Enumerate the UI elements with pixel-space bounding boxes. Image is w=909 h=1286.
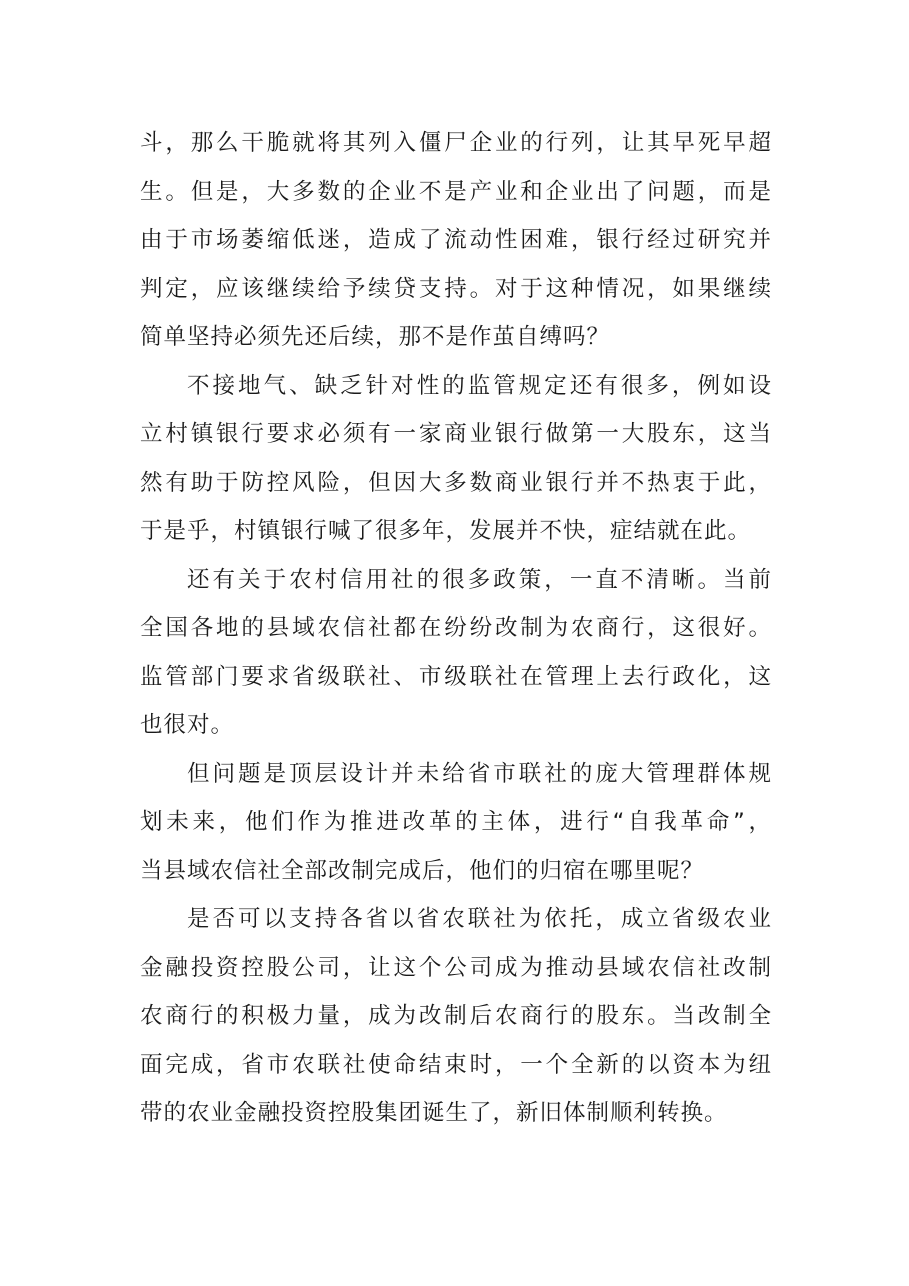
text-line: 划未来，他们作为推进改革的主体，进行“自我革命”， <box>140 809 772 835</box>
text-line: 还有关于农村信用社的很多政策，一直不清晰。当前 <box>187 566 772 593</box>
text-line: 当县域农信社全部改制完成后，他们的归宿在哪里呢？ <box>140 857 705 884</box>
text-line: 全国各地的县域农信社都在纷纷改制为农商行，这很好。 <box>140 615 772 641</box>
text-line: 不接地气、缺乏针对性的监管规定还有很多，例如设 <box>187 372 772 399</box>
text-line: 立村镇银行要求必须有一家商业银行做第一大股东，这当 <box>140 421 772 447</box>
text-line: 也很对。 <box>140 712 235 738</box>
text-line: 简单坚持必须先还后续，那不是作茧自缚吗？ <box>140 324 611 350</box>
text-line: 然有助于防控风险，但因大多数商业银行并不热衷于此， <box>140 469 772 496</box>
text-line: 斗，那么干脆就将其列入僵尸企业的行列，让其早死早超 <box>140 130 772 156</box>
text-line: 判定，应该继续给予续贷支持。对于这种情况，如果继续 <box>140 275 772 302</box>
paragraph-2 <box>140 362 772 556</box>
text-line: 于是乎，村镇银行喊了很多年，发展并不快，症结就在此。 <box>140 518 752 544</box>
text-line: 金融投资控股公司，让这个公司成为推动县域农信社改制 <box>140 954 772 981</box>
paragraph-3 <box>140 556 772 750</box>
text-line: 面完成，省市农联社使命结束时，一个全新的以资本为纽 <box>140 1051 772 1078</box>
text-line: 农商行的积极力量，成为改制后农商行的股东。当改制全 <box>140 1003 772 1029</box>
text-line: 生。但是，大多数的企业不是产业和企业出了问题，而是 <box>140 178 772 205</box>
text-line: 是否可以支持各省以省农联社为依托，成立省级农业 <box>187 906 772 932</box>
paragraph-5 <box>140 895 772 1138</box>
text-line: 监管部门要求省级联社、市级联社在管理上去行政化，这 <box>140 663 772 690</box>
paragraph-1 <box>140 119 772 362</box>
text-line: 但问题是顶层设计并未给省市联社的庞大管理群体规 <box>187 760 772 787</box>
text-line: 带的农业金融投资控股集团诞生了，新旧体制顺利转换。 <box>140 1100 728 1126</box>
text-line: 由于市场萎缩低迷，造成了流动性困难，银行经过研究并 <box>140 227 772 253</box>
body-text <box>140 119 772 1138</box>
paragraph-4 <box>140 750 772 896</box>
